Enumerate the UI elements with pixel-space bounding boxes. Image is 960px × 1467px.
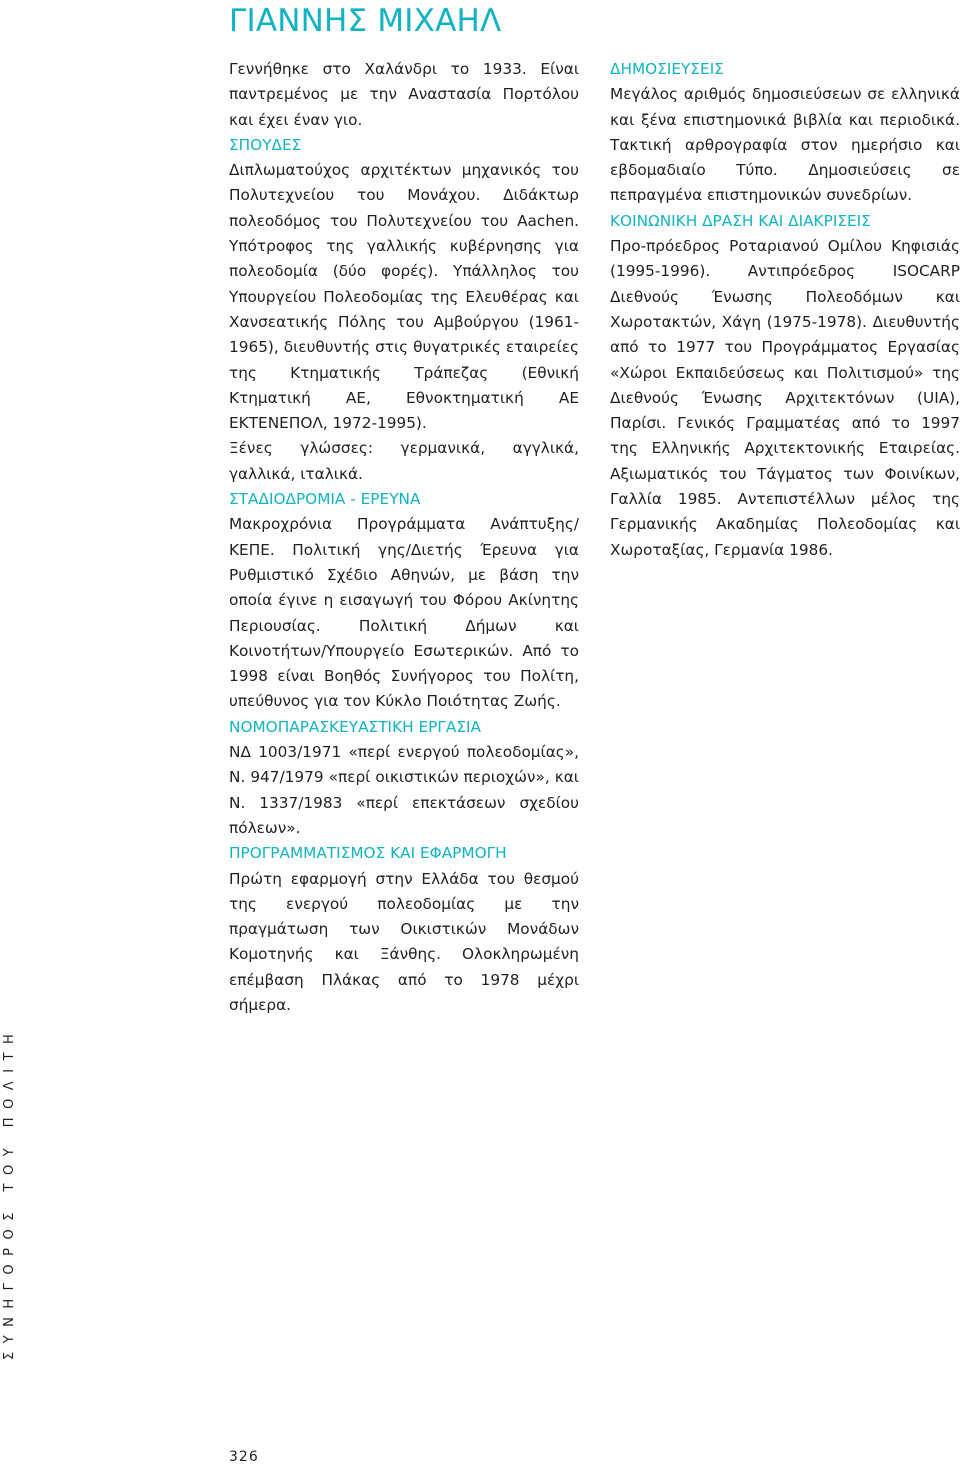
page-title: ΓΙΑΝΝΗΣ ΜΙΧΑΗΛ <box>229 3 502 39</box>
left-column <box>229 57 579 1018</box>
publications-heading: ΔΗΜΟΣΙΕΥΣΕΙΣ <box>610 60 724 78</box>
page-number: 326 <box>229 1449 259 1465</box>
planning-heading: ΠΡΟΓΡΑΜΜΑΤΙΣΜΟΣ ΚΑΙ ΕΦΑΡΜΟΓΗ <box>229 844 507 863</box>
languages-text: Ξένες γλώσσες: γερμανικά, αγγλικά, γαλλικά, ιταλικά. <box>229 439 579 483</box>
studies-heading: ΣΠΟΥΔΕΣ <box>229 135 302 154</box>
career-text: Μακροχρόνια Προγράμματα Ανάπτυξης/ΚΕΠΕ. Πολιτική γης/Διετής Έρευνα για Ρυθμιστικό Σχέδιο Αθηνών, με βάση την οποία έγινε η εισαγωγή του Φόρου Ακίνητης Περιουσίας. Πολιτική Δήμων και Κοινοτήτων/Υπουργείο Εσωτερικών. Από το 1998 είναι Βοηθός Συνήγορος του Πολίτη, υπεύθυνος για τον Κύκλο Ποιότητας Ζωής. <box>229 515 579 711</box>
bio-intro: Γεννήθηκε στο Χαλάνδρι το 1933. Είναι παντρεμένος με την Αναστασία Πορτόλου και έχει έναν γιο. <box>229 60 579 129</box>
social-heading: ΚΟΙΝΩΝΙΚΗ ΔΡΑΣΗ ΚΑΙ ΔΙΑΚΡΙΣΕΙΣ <box>610 211 871 230</box>
publications-text: Μεγάλος αριθμός δημοσιεύσεων σε ελληνικά και ξένα επιστημονικά βιβλία και περιοδικά. Τακτική αρθρογραφία στον ημερήσιο και εβδομαδιαίο Τύπο. Δημοσιεύσεις σε πεπραγμένα επιστημονικών συνεδρίων. <box>610 85 960 205</box>
legislative-heading: ΝΟΜΟΠΑΡΑΣΚΕΥΑΣΤΙΚΗ ΕΡΓΑΣΙΑ <box>229 717 481 736</box>
side-tag-container <box>0 1025 20 1360</box>
planning-text: Πρώτη εφαρμογή στην Ελλάδα του θεσμού της ενεργού πολεοδομίας με την πραγμάτωση των Οικιστικών Μονάδων Κομοτηνής και Ξάνθης. Ολοκληρωμένη επέμβαση Πλάκας από το 1978 μέχρι σήμερα. <box>229 869 579 1014</box>
career-heading: ΣΤΑΔΙΟΔΡΟΜΙΑ - ΕΡΕΥΝΑ <box>229 490 421 509</box>
right-column <box>610 57 960 563</box>
social-text: Προ-πρόεδρος Ροταριανού Ομίλου Κηφισιάς (1995-1996). Αντιπρόεδρος ISOCARP Διεθνούς Ένωσης Πολεοδόμων και Χωροτακτών, Χάγη (1975-1978). Διευθυντής από το 1977 του Προγράμματος Εργασίας «Χώροι Εκπαιδεύσεως και Πολιτισμού» της Διεθνούς Ένωσης Αρχιτεκτόνων (UIA), Παρίσι. Γενικός Γραμματέας από το 1997 της Ελληνικής Αρχιτεκτονικής Εταιρείας. Αξιωματικός του Τάγματος των Φοινίκων, Γαλλία 1985. Αντεπιστέλλων μέλος της Γερμανικής Ακαδημίας Πολεοδομίας και Χωροταξίας, Γερμανία 1986. <box>610 237 960 559</box>
side-tag: ΣΥΝΗΓΟΡΟΣ ΤΟΥ ΠΟΛΙΤΗ <box>2 1025 17 1360</box>
studies-text: Διπλωματούχος αρχιτέκτων μηχανικός του Πολυτεχνείου του Μονάχου. Διδάκτωρ πολεοδόμος του Πολυτεχνείου του Aachen. Υπότροφος της γαλλικής κυβέρνησης για πολεοδομία (δύο φορές). Υπάλληλος του Υπουργείου Πολεοδομίας της Ελευθέρας και Χανσεατικής Πόλης του Αμβούργου (1961-1965), διευθυντής στις θυγατρικές εταιρείες της Κτηματικής Τράπεζας (Εθνική Κτηματική ΑΕ, Εθνοκτηματική ΑΕ ΕΚΤΕΝΕΠΟΛ, 1972-1995). <box>229 161 579 433</box>
legislative-text: ΝΔ 1003/1971 «περί ενεργού πολεοδομίας», Ν. 947/1979 «περί οικιστικών περιοχών», και Ν. 1337/1983 «περί επεκτάσεων σχεδίου πόλεων». <box>229 743 579 837</box>
